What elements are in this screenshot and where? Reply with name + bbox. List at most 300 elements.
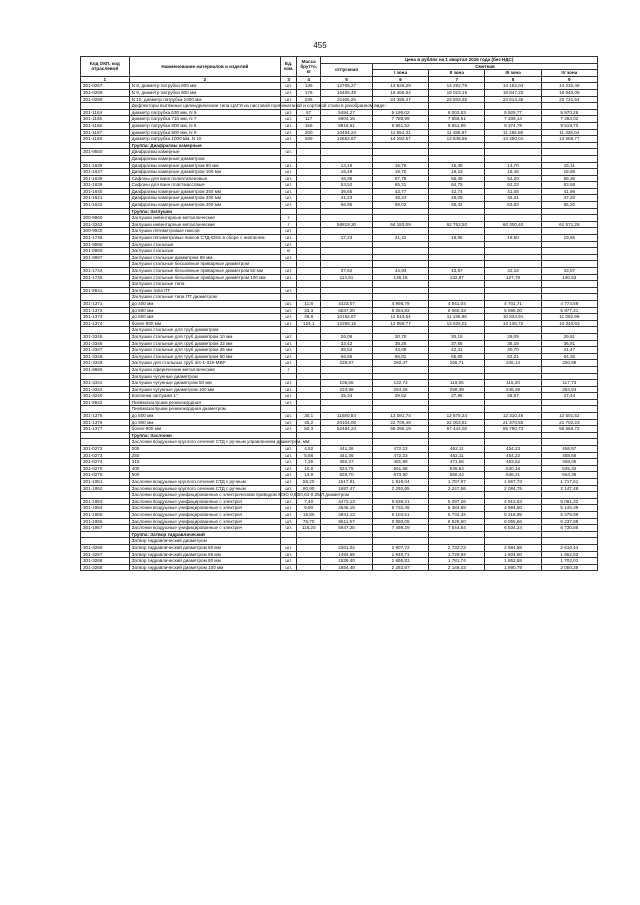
zone1-price-cell: 11 854,31 (372, 129, 428, 136)
mass-cell (297, 366, 321, 373)
code-cell: 301-3347 (81, 347, 130, 354)
zone2-price-cell (429, 439, 485, 446)
mass-cell: 9,80 (297, 505, 321, 512)
table-row (81, 551, 598, 558)
zone4-price-cell (541, 142, 597, 149)
zone4-price-cell: 6 237,88 (541, 518, 597, 525)
zone4-price-cell: 43,07 (541, 268, 597, 275)
zone2-price-cell: 30,19 (429, 333, 485, 340)
zone4-price-cell: 47,20 (541, 195, 597, 202)
zone3-price-cell (485, 281, 541, 288)
zone1-price-cell (372, 327, 428, 334)
code-cell: 301-0274 (81, 459, 130, 466)
name-cell: Заглушки стальные диаметром 89 мм (129, 254, 280, 261)
zone4-price-cell: 1 702,01 (541, 558, 597, 565)
release-price-cell: 1697,47 (321, 485, 373, 492)
zone3-price-cell: 6 534,24 (485, 525, 541, 532)
zone2-price-cell: 255,71 (429, 360, 485, 367)
zone2-price-cell: 462,11 (429, 446, 485, 453)
code-cell (81, 155, 130, 162)
name-cell: Заглушки стальные (129, 241, 280, 248)
unit-cell: шт. (281, 413, 297, 420)
zone4-price-cell: 21 702,23 (541, 419, 597, 426)
zone1-price-cell: 19,70 (372, 169, 428, 176)
release-price-cell (321, 294, 373, 301)
unit-cell: шт. (281, 505, 297, 512)
zone2-price-cell (429, 373, 485, 380)
table-row (81, 399, 598, 406)
zone1-price-cell (372, 399, 428, 406)
table-row (81, 175, 598, 182)
zone2-price-cell (429, 327, 485, 334)
zone4-price-cell: 55,36 (541, 175, 597, 182)
mass-cell (297, 386, 321, 393)
code-cell: 301-9642 (81, 399, 130, 406)
release-price-cell: 233,98 (321, 386, 373, 393)
column-number: 1 (81, 76, 130, 83)
name-cell: 500 (129, 472, 280, 479)
zone4-price-cell (541, 294, 597, 301)
table-row (81, 109, 598, 116)
zone2-price-cell: 471,56 (429, 459, 485, 466)
name-cell: Группа: Диафрагмы камерные (129, 142, 280, 149)
mass-cell: 75,70 (297, 518, 321, 525)
release-price-cell: 25,34 (321, 393, 373, 400)
zone3-price-cell (485, 215, 541, 222)
unit-cell (281, 538, 297, 545)
release-price-cell: 37,62 (321, 268, 373, 275)
zone1-price-cell (372, 241, 428, 248)
name-cell: Сифоны для ванн полиэтиленовые (129, 175, 280, 182)
zone2-price-cell: 549,54 (429, 465, 485, 472)
unit-cell: шт. (281, 122, 297, 129)
code-cell: 301-1165 (81, 116, 130, 123)
code-cell: 301-0276 (81, 472, 130, 479)
name-cell: 315 (129, 459, 280, 466)
unit-cell (281, 261, 297, 268)
zone2-price-cell: 48,08 (429, 195, 485, 202)
mass-cell: 7,40 (297, 498, 321, 505)
mass-cell (297, 142, 321, 149)
name-cell: до 900 мм (129, 419, 280, 426)
unit-cell: шт. (281, 360, 297, 367)
zone3-price-cell: 18,48 (485, 169, 541, 176)
name-cell: 250 (129, 452, 280, 459)
release-price-cell (321, 406, 373, 413)
table-row (81, 162, 598, 169)
zone4-price-cell: 14 232,49 (541, 83, 597, 90)
unit-cell: шт. (281, 195, 297, 202)
zone4-price-cell: 1 652,53 (541, 551, 597, 558)
name-cell: Заглушки стальные бесшовные приварные диаметром 50 мм (129, 268, 280, 275)
name-cell: более 800 мм (129, 320, 280, 327)
mass-cell (297, 333, 321, 340)
release-price-cell: 12705,27 (321, 83, 373, 90)
release-price-cell: 11580,84 (321, 413, 373, 420)
code-cell: 301-3267 (81, 551, 130, 558)
zone3-price-cell: 115,30 (485, 380, 541, 387)
zone4-price-cell (541, 248, 597, 255)
zone1-price-cell: 5 639,21 (372, 498, 428, 505)
zone4-price-cell: 13 658,77 (541, 136, 597, 143)
zone2-price-cell: 7 044,54 (429, 525, 485, 532)
table-row (81, 333, 598, 340)
mass-cell: 33,3 (297, 307, 321, 314)
zone4-price-cell: 29,61 (541, 333, 597, 340)
mass-cell (297, 564, 321, 571)
zone4-price-cell: 1 717,61 (541, 479, 597, 486)
zone4-price-cell: 468,05 (541, 459, 597, 466)
release-price-cell (321, 228, 373, 235)
zone2-price-cell: 65,65 (429, 353, 485, 360)
unit-cell: шт. (281, 551, 297, 558)
zone3-price-cell (485, 366, 541, 373)
code-cell: 301-0268 (81, 89, 130, 96)
code-cell: 301-1640 (81, 188, 130, 195)
mass-cell: 50,3 (297, 426, 321, 433)
zone4-price-cell: 5 970,28 (541, 109, 597, 116)
zone1-price-cell: 1 895,83 (372, 558, 428, 565)
code-cell: 301-3266 (81, 544, 130, 551)
name-cell: Заглушки чугунные диаметром 100 мм (129, 386, 280, 393)
zone2-price-cell (429, 294, 485, 301)
unit-cell: шт. (281, 149, 297, 156)
zone4-price-cell (541, 103, 597, 110)
zone3-price-cell (485, 538, 541, 545)
zone3-price-cell: 13 450,01 (485, 136, 541, 143)
release-price-cell (321, 215, 373, 222)
code-cell: 301-3342 (81, 386, 130, 393)
mass-cell: 45,2 (297, 419, 321, 426)
zone1-price-cell: 2 907,72 (372, 544, 428, 551)
zone3-price-cell: 21 370,55 (485, 419, 541, 426)
name-cell: N 10, диаметр патрубка 1000 мм (129, 96, 280, 103)
release-price-cell: 32,42 (321, 340, 373, 347)
code-cell (81, 281, 130, 288)
code-cell: 301-3268 (81, 558, 130, 565)
table-row (81, 544, 598, 551)
name-cell: Заслонки воздушные унифицированные с электрич (129, 505, 280, 512)
zone2-price-cell (429, 215, 485, 222)
zone4-price-cell: 41,47 (541, 347, 597, 354)
zone4-price-cell: 19,65 (541, 235, 597, 242)
zone1-price-cell: 68,02 (372, 202, 428, 209)
unit-cell: шт. (281, 274, 297, 281)
zone2-price-cell: 62 752,50 (429, 221, 485, 228)
zone4-price-cell: 15,11 (541, 162, 597, 169)
table-row (81, 314, 598, 321)
release-price-cell (321, 287, 373, 294)
table-row (81, 479, 598, 486)
unit-cell (281, 294, 297, 301)
name-cell: Диафрагмы камерные диаметром 80 мм (129, 162, 280, 169)
unit-cell (281, 327, 297, 334)
code-cell (81, 103, 130, 110)
column-number: 7 (429, 76, 485, 83)
table-row (81, 373, 598, 380)
code-cell: 301-1952 (81, 485, 130, 492)
mass-cell: 136 (297, 83, 321, 90)
mass-cell (297, 551, 321, 558)
header-row-1 (81, 57, 598, 64)
zone2-price-cell: 5 384,88 (429, 505, 485, 512)
name-cell: диаметр патрубка 900 мм, N 9 (129, 129, 280, 136)
zone4-price-cell: 23 731,64 (541, 96, 597, 103)
zone4-price-cell: 56 656,72 (541, 426, 597, 433)
zone4-price-cell: 2 147,48 (541, 485, 597, 492)
zone1-price-cell (372, 281, 428, 288)
release-price-cell: 4546,16 (321, 505, 373, 512)
zone1-price-cell (372, 228, 428, 235)
mass-cell (297, 360, 321, 367)
zone3-price-cell: 648,21 (485, 472, 541, 479)
code-cell: 301-1375 (81, 413, 130, 420)
zone2-price-cell (429, 103, 485, 110)
table-row (81, 492, 598, 499)
table-row (81, 413, 598, 420)
mass-cell (297, 215, 321, 222)
zone4-price-cell: 458,57 (541, 446, 597, 453)
zone2-price-cell: 132,97 (429, 274, 485, 281)
table-row (81, 268, 598, 275)
zone4-price-cell: 12 501,52 (541, 413, 597, 420)
zone2-price-cell (429, 241, 485, 248)
table-row (81, 307, 598, 314)
zone3-price-cell (485, 208, 541, 215)
zone3-price-cell: 10 834,91 (485, 314, 541, 321)
release-price-cell: 17,23 (321, 235, 373, 242)
code-cell: 301-1954 (81, 505, 130, 512)
unit-cell (281, 155, 297, 162)
unit-cell: шт. (281, 353, 297, 360)
zone1-price-cell: 2 283,87 (372, 564, 428, 571)
code-cell: 301-1371 (81, 300, 130, 307)
mass-cell (297, 432, 321, 439)
zone2-price-cell: 57 444,00 (429, 426, 485, 433)
unit-cell: шт. (281, 307, 297, 314)
table-row (81, 215, 598, 222)
code-cell: 301-1372 (81, 307, 130, 314)
zone1-price-cell: 15,76 (372, 162, 428, 169)
zone1-price-cell: 14 626,29 (372, 83, 428, 90)
zone2-price-cell: 42,74 (429, 188, 485, 195)
code-cell (81, 142, 130, 149)
mass-cell (297, 399, 321, 406)
zone1-price-cell: 22 709,48 (372, 419, 428, 426)
mass-cell: 90,90 (297, 485, 321, 492)
unit-cell: шт. (281, 89, 297, 96)
zone4-price-cell: 6 730,85 (541, 525, 597, 532)
zone4-price-cell (541, 228, 597, 235)
mass-cell (297, 373, 321, 380)
code-cell: 301-1641 (81, 195, 130, 202)
zone4-price-cell (541, 399, 597, 406)
release-price-cell (321, 281, 373, 288)
mass-cell: 18,80 (297, 511, 321, 518)
name-cell: Заслонки воздушные круглого сечения СТД с ручным (129, 485, 280, 492)
name-cell: Пневмозаглушки резинокордная (129, 399, 280, 406)
zone4-price-cell: 11 002,99 (541, 314, 597, 321)
code-cell (81, 531, 130, 538)
code-cell: 301-9550 (81, 149, 130, 156)
zone4-price-cell (541, 406, 597, 413)
name-cell: Заслонки воздушные унифицированные с электрич (129, 518, 280, 525)
zone4-price-cell: 41,96 (541, 188, 597, 195)
code-cell: 301-3345 (81, 333, 130, 340)
zone3-price-cell: 4 994,80 (485, 505, 541, 512)
unit-cell (281, 208, 297, 215)
name-cell: диаметр патрубка 1000 мм, N 10 (129, 136, 280, 143)
table-row (81, 169, 598, 176)
zone3-price-cell: 1 604,50 (485, 551, 541, 558)
zone2-price-cell (429, 261, 485, 268)
zone3-price-cell (485, 248, 541, 255)
zone3-price-cell: 60 300,40 (485, 221, 541, 228)
unit-cell: шт. (281, 241, 297, 248)
unit-cell: шт. (281, 83, 297, 90)
col-estimate-header: Сметная (372, 63, 597, 70)
table-row (81, 228, 598, 235)
table-row (81, 208, 598, 215)
mass-cell (297, 544, 321, 551)
zone2-price-cell (429, 281, 485, 288)
zone4-price-cell (541, 208, 597, 215)
zone4-price-cell: 117,73 (541, 380, 597, 387)
name-cell: Диафрагмы камерные (129, 149, 280, 156)
zone1-price-cell: 7 788,99 (372, 116, 428, 123)
mass-cell (297, 248, 321, 255)
zone1-price-cell (372, 531, 428, 538)
release-price-cell: 1494,65 (321, 551, 373, 558)
table-row (81, 281, 598, 288)
mass-cell: 49,8 (297, 314, 321, 321)
table-row (81, 432, 598, 439)
zone3-price-cell: 4 913,53 (485, 498, 541, 505)
table-row (81, 103, 598, 110)
unit-cell: шт. (281, 452, 297, 459)
unit-cell: т (281, 215, 297, 222)
name-cell: Заслонки воздушные унифицированные с электрич (129, 525, 280, 532)
name-cell: Заглушки чугунные диаметром (129, 373, 280, 380)
unit-cell: шт. (281, 525, 297, 532)
unit-cell: шт. (281, 498, 297, 505)
table-row (81, 202, 598, 209)
release-price-cell: 6904,16 (321, 116, 373, 123)
code-cell: 301-1956 (81, 518, 130, 525)
zone2-price-cell: 19,23 (429, 169, 485, 176)
unit-cell: т (281, 366, 297, 373)
release-price-cell: 16,49 (321, 169, 373, 176)
zone2-price-cell: 5 297,26 (429, 498, 485, 505)
unit-cell: шт. (281, 472, 297, 479)
unit-cell: шт. (281, 182, 297, 189)
zone4-price-cell (541, 241, 597, 248)
mass-cell (297, 202, 321, 209)
name-cell: Диафрагмы камерные диаметром 250 мм (129, 188, 280, 195)
zone3-price-cell: 5 929,77 (485, 109, 541, 116)
zone4-price-cell (541, 439, 597, 446)
zone1-price-cell: 673,90 (372, 472, 428, 479)
release-price-cell (321, 248, 373, 255)
table-row (81, 241, 598, 248)
zone3-price-cell (485, 399, 541, 406)
name-cell: Заглушки сферические металлические (129, 366, 280, 373)
unit-cell: шт. (281, 340, 297, 347)
zone1-price-cell: 44,93 (372, 268, 428, 275)
unit-cell (281, 142, 297, 149)
code-cell (81, 327, 130, 334)
release-price-cell: 46,36 (321, 175, 373, 182)
zone1-price-cell (372, 287, 428, 294)
zone4-price-cell: 250,89 (541, 360, 597, 367)
zone2-price-cell: 2 247,56 (429, 485, 485, 492)
zone1-price-cell: 11 513,64 (372, 314, 428, 321)
zone3-price-cell: 63,83 (485, 202, 541, 209)
release-price-cell: 450,37 (321, 459, 373, 466)
table-row (81, 136, 598, 143)
zone2-price-cell (429, 531, 485, 538)
code-cell (81, 538, 130, 545)
column-number: 5 (321, 76, 373, 83)
unit-cell: шт. (281, 564, 297, 571)
zone2-price-cell (429, 366, 485, 373)
mass-cell: 289 (297, 136, 321, 143)
zone1-price-cell (372, 366, 428, 373)
unit-cell: шт. (281, 518, 297, 525)
table-row (81, 439, 598, 446)
release-price-cell: 239,87 (321, 360, 373, 367)
zone1-price-cell: 264,28 (372, 386, 428, 393)
unit-cell: шт. (281, 511, 297, 518)
unit-cell (281, 432, 297, 439)
zone4-price-cell (541, 155, 597, 162)
mass-cell (297, 221, 321, 228)
zone3-price-cell: 36,16 (485, 340, 541, 347)
unit-cell: шт. (281, 202, 297, 209)
name-cell: диаметр патрубка 800 мм, N 8 (129, 122, 280, 129)
unit-cell: шт. (281, 254, 297, 261)
table-row (81, 459, 598, 466)
table-row (81, 511, 598, 518)
mass-cell (297, 254, 321, 261)
code-cell: 301-1744 (81, 268, 130, 275)
name-cell: более 900 мм (129, 426, 280, 433)
zone2-price-cell: 19,95 (429, 235, 485, 242)
unit-cell: шт. (281, 109, 297, 116)
zone2-price-cell (429, 208, 485, 215)
zone1-price-cell: 6 254,83 (372, 307, 428, 314)
name-cell: Группа: Заслонки (129, 432, 280, 439)
mass-cell: 13,9 (297, 472, 321, 479)
zone3-price-cell: 463,52 (485, 459, 541, 466)
code-cell (81, 439, 130, 446)
unit-cell: шт. (281, 479, 297, 486)
zone3-price-cell: 5 886,00 (485, 307, 541, 314)
zone2-price-cell: 11 155,86 (429, 314, 485, 321)
zone3-price-cell: 2 594,58 (485, 544, 541, 551)
mass-cell: 67 (297, 109, 321, 116)
unit-cell: шт. (281, 465, 297, 472)
zone2-price-cell: 12 675,24 (429, 413, 485, 420)
unit-cell: шт. (281, 485, 297, 492)
column-number: 4 (297, 76, 321, 83)
zone1-price-cell (372, 492, 428, 499)
zone2-price-cell (429, 287, 485, 294)
zone3-price-cell: 62,23 (485, 182, 541, 189)
code-cell (81, 432, 130, 439)
release-price-cell (321, 261, 373, 268)
zone2-price-cell: 13 526,01 (429, 320, 485, 327)
